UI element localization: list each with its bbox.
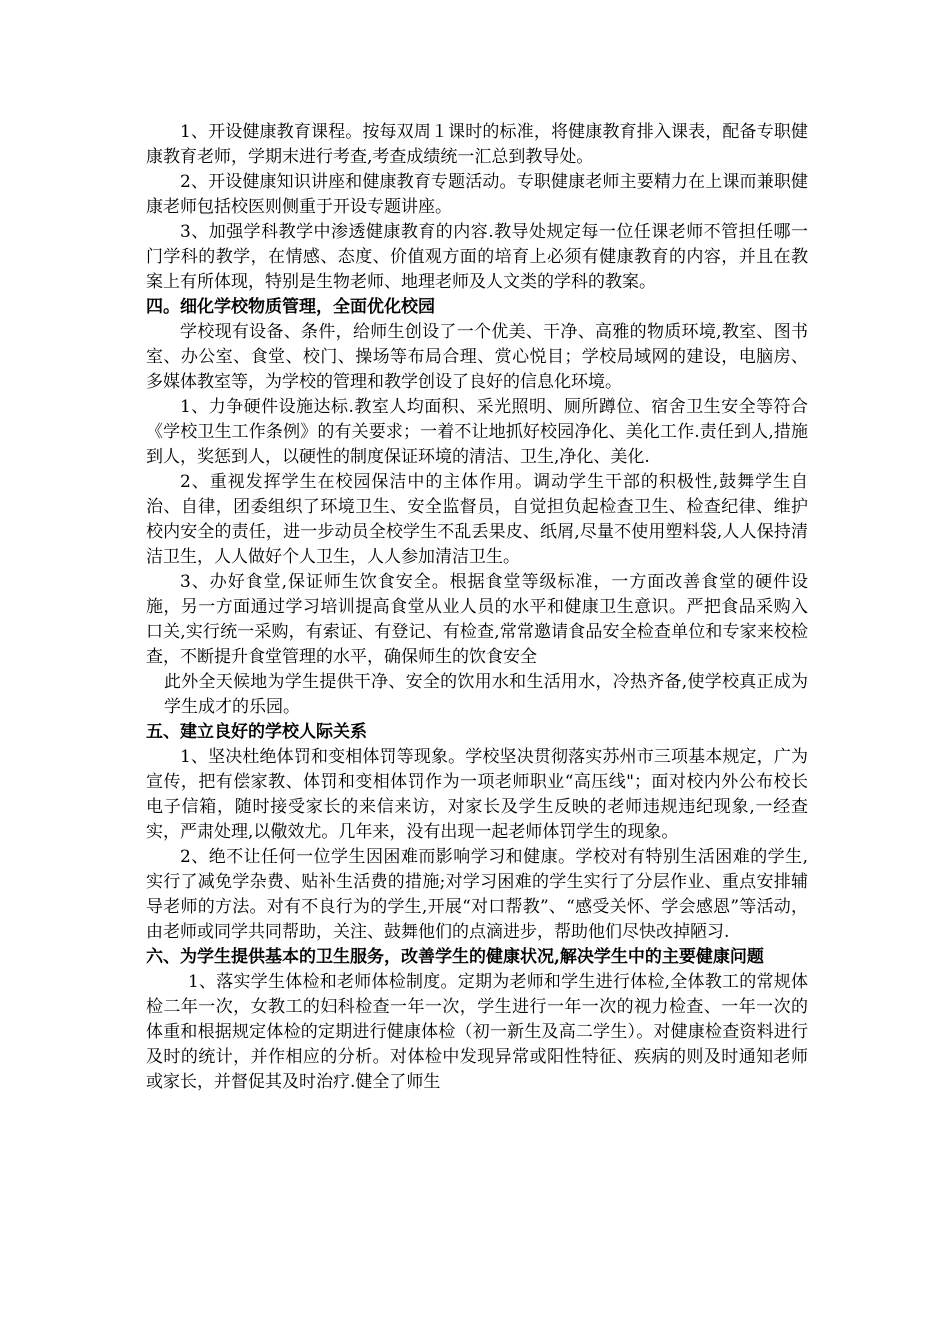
paragraph-hardware-standards: 1、力争硬件设施达标.教室人均面积、采光照明、厕所蹲位、宿舍卫生安全等符合《学校卫生工作条例》的有关要求；一着不让地抓好校园净化、美化工作.责任到人,措施到人，奖惩到人，以硬性的制度保证环境的清洁、卫生,净化、美化. [146,397,808,467]
document-page [146,120,808,1095]
paragraph-school-facilities: 学校现有设备、条件，给师生创设了一个优美、干净、高雅的物质环境,教室、图书室、办公室、食堂、校门、操场等布局合理、赏心悦目；学校局域网的建设，电脑房、多媒体教室等，为学校的管理和教学创设了良好的信息化环境。 [146,322,808,392]
paragraph-subject-teaching: 3、加强学科教学中渗透健康教育的内容.教导处规定每一位任课老师不管担任哪一门学科的教学，在情感、态度、价值观方面的培育上必须有健康教育的内容，并且在教案上有所体现，特别是生物老师、地理老师及人文类的学科的教案。 [146,222,808,292]
heading-section-5: 五、建立良好的学校人际关系 [146,722,367,742]
heading-section-6: 六、为学生提供基本的卫生服务，改善学生的健康状况,解决学生中的主要健康问题 [146,947,764,967]
heading-section-4: 四。细化学校物质管理，全面优化校园 [146,297,435,317]
paragraph-drinking-water: 此外全天候地为学生提供干净、安全的饮用水和生活用水，冷热齐备,使学校真正成为学生成才的乐园。 [164,672,808,717]
paragraph-health-checkup: 1、落实学生体检和老师体检制度。定期为老师和学生进行体检,全体教工的常规体检二年一次，女教工的妇科检查一年一次，学生进行一年一次的视力检查、一年一次的体重和根据规定体检的定期进行健康体检（初一新生及高二学生）。对健康检查资料进行及时的统计，并作相应的分析。对体检中发现异常或阳性特征、疾病的则及时通知老师或家长，并督促其及时治疗.健全了师生 [146,972,808,1092]
paragraph-canteen: 3、办好食堂,保证师生饮食安全。根据食堂等级标准，一方面改善食堂的硬件设施，另一方面通过学习培训提高食堂从业人员的水平和健康卫生意识。严把食品采购入口关,实行统一采购，有索证、有登记、有检查,常常邀请食品安全检查单位和专家来校检查，不断提升食堂管理的水平，确保师生的饮食安全 [146,572,808,667]
paragraph-health-lecture: 2、开设健康知识讲座和健康教育专题活动。专职健康老师主要精力在上课而兼职健康老师包括校医则侧重于开设专题讲座。 [146,172,808,217]
paragraph-health-course: 1、开设健康教育课程。按每双周１课时的标准，将健康教育排入课表，配备专职健康教育老师，学期末进行考查,考查成绩统一汇总到教导处。 [146,122,808,167]
paragraph-student-cleaning: 2、重视发挥学生在校园保洁中的主体作用。调动学生干部的积极性,鼓舞学生自治、自律，团委组织了环境卫生、安全监督员，自觉担负起检查卫生、检查纪律、维护校内安全的责任，进一步动员全校学生不乱丢果皮、纸屑,尽量不使用塑料袋,人人保持清洁卫生，人人做好个人卫生，人人参加清洁卫生。 [146,472,808,567]
paragraph-student-support: 2、绝不让任何一位学生因困难而影响学习和健康。学校对有特别生活困难的学生,实行了减免学杂费、贴补生活费的措施;对学习困难的学生实行了分层作业、重点安排辅导老师的方法。对有不良行为的学生,开展“对口帮教”、“感受关怀、学会感恩”等活动，由老师或同学共同帮助，关注、鼓舞他们的点滴进步，帮助他们尽快改掉陋习. [146,847,808,942]
paragraph-no-corporal-punishment: 1、坚决杜绝体罚和变相体罚等现象。学校坚决贯彻落实苏州市三项基本规定，广为宣传，把有偿家教、体罚和变相体罚作为一项老师职业“高压线"；面对校内外公布校长电子信箱，随时接受家长的来信来访，对家长及学生反映的老师违规违纪现象,一经查实，严肃处理,以儆效尤。几年来，没有出现一起老师体罚学生的现象。 [146,747,808,842]
